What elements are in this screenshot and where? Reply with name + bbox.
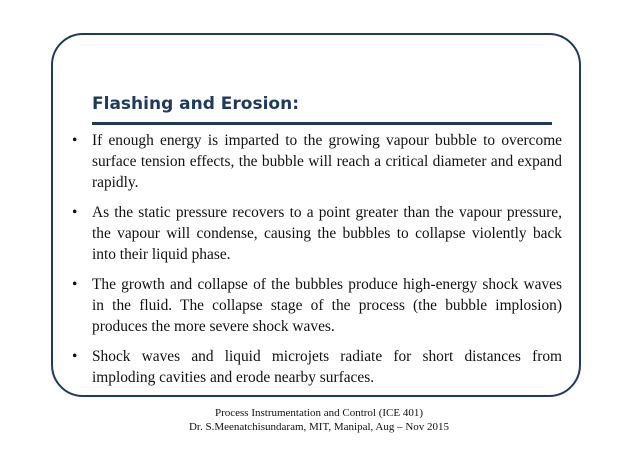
bullet-text: The growth and collapse of the bubbles produce high-energy shock waves in the fluid. The collapse stage of the process (the bubble implosion) produces the more severe shock waves. bbox=[92, 276, 562, 335]
bullet-item bbox=[72, 346, 562, 388]
bullet-text: Shock waves and liquid microjets radiate for short distances from imploding cavities and erode nearby surfaces. bbox=[92, 348, 562, 386]
footer-author: Dr. S.Meenatchisundaram, MIT, Manipal, Aug – Nov 2015 bbox=[188, 421, 450, 433]
bullet-item bbox=[72, 202, 562, 265]
title-underline bbox=[92, 122, 552, 125]
bullet-marker: • bbox=[72, 132, 78, 149]
slide-title: Flashing and Erosion: bbox=[92, 94, 300, 114]
slide-footer bbox=[0, 406, 638, 434]
bullet-list bbox=[72, 130, 562, 397]
bullet-marker: • bbox=[72, 204, 78, 221]
bullet-item bbox=[72, 274, 562, 337]
bullet-marker: • bbox=[72, 348, 78, 365]
bullet-text: If enough energy is imparted to the growing vapour bubble to overcome surface tension effects, the bubble will reach a critical diameter and expand rapidly. bbox=[92, 132, 562, 191]
bullet-marker: • bbox=[72, 276, 78, 293]
footer-course: Process Instrumentation and Control (ICE 401) bbox=[214, 407, 424, 419]
bullet-item bbox=[72, 130, 562, 193]
bullet-text: As the static pressure recovers to a point greater than the vapour pressure, the vapour will condense, causing the bubbles to collapse violently back into their liquid phase. bbox=[92, 204, 562, 263]
